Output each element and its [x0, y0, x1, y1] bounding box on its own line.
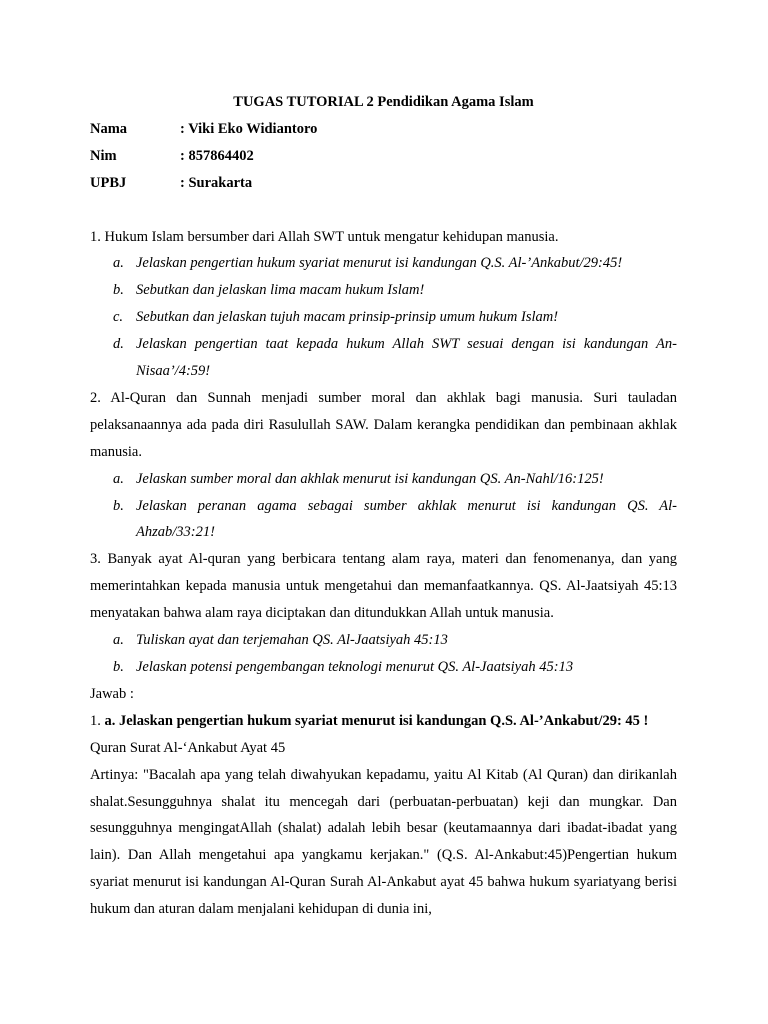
question-1-text: 1. Hukum Islam bersumber dari Allah SWT untuk mengatur kehidupan manusia.	[90, 228, 559, 245]
identity-row-nim	[90, 143, 677, 170]
question-1-item-c	[90, 304, 677, 331]
item-text: Jelaskan pengertian taat kepada hukum Allah SWT sesuai dengan isi kandungan An-Nisaa’/4:59!	[136, 336, 677, 380]
item-text: Jelaskan sumber moral dan akhlak menurut isi kandungan QS. An-Nahl/16:125!	[136, 470, 604, 487]
document-content	[90, 89, 677, 923]
question-2-item-a	[90, 466, 677, 493]
spacer	[90, 197, 677, 224]
question-3-item-b	[90, 654, 677, 681]
item-text: Jelaskan pengertian hukum syariat menurut isi kandungan Q.S. Al-’Ankabut/29:45!	[136, 255, 623, 272]
answer-heading	[90, 708, 677, 735]
item-text: Tuliskan ayat dan terjemahan QS. Al-Jaatsiyah 45:13	[136, 632, 448, 649]
item-text: Jelaskan peranan agama sebagai sumber akhlak menurut isi kandungan QS. Al-Ahzab/33:21!	[136, 497, 677, 541]
identity-row-upbj	[90, 170, 677, 197]
question-1-item-b	[90, 277, 677, 304]
answer-body: Artinya: "Bacalah apa yang telah diwahyukan kepadamu, yaitu Al Kitab (Al Quran) dan dirikanlah shalat.Sesungguhnya shalat itu mencegah dari (perbuatan-perbuatan) keji dan mungkar. Dan sesungguhnya mengingatAllah (shalat) adalah lebih besar (keutamaannya dari ibadat-ibadat yang lain). Dan Allah mengetahui apa yangkamu kerjakan." (Q.S. Al-Ankabut:45)Pengertian hukum syariat menurut isi kandungan Al-Quran Surah Al-Ankabut ayat 45 bahwa hukum syariatyang berisi hukum dan aturan dalam menjalani kehidupan di dunia ini,	[90, 766, 677, 918]
answer-heading-number: 1.	[90, 712, 105, 729]
identity-label: UPBJ	[90, 174, 127, 191]
item-marker: a.	[113, 255, 124, 272]
question-3-item-a	[90, 627, 677, 654]
item-marker: d.	[113, 336, 124, 353]
identity-label: Nim	[90, 147, 117, 164]
answer-heading-text: a. Jelaskan pengertian hukum syariat menurut isi kandungan Q.S. Al-’Ankabut/29: 45 !	[104, 712, 649, 729]
item-marker: b.	[113, 659, 124, 676]
identity-value: : 857864402	[180, 147, 254, 164]
identity-value: : Viki Eko Widiantoro	[180, 120, 318, 137]
item-marker: a.	[113, 632, 124, 649]
item-marker: b.	[113, 282, 124, 299]
item-text: Sebutkan dan jelaskan lima macam hukum Islam!	[136, 282, 425, 299]
document-title: TUGAS TUTORIAL 2 Pendidikan Agama Islam	[233, 94, 534, 110]
item-marker: c.	[113, 309, 124, 326]
item-marker: b.	[113, 497, 124, 514]
item-marker: a.	[113, 470, 124, 487]
question-1-item-a	[90, 250, 677, 277]
answer-label: Jawab :	[90, 685, 134, 702]
item-text: Sebutkan dan jelaskan tujuh macam prinsip-prinsip umum hukum Islam!	[136, 309, 559, 326]
question-3-text: 3. Banyak ayat Al-quran yang berbicara tentang alam raya, materi dan fenomenanya, dan yang memerintahkan kepada manusia untuk mengetahui dan memanfaatkannya. QS. Al-Jaatsiyah 45:13 menyatakan bahwa alam raya diciptakan dan ditundukkan Allah untuk manusia.	[90, 551, 677, 622]
question-1-item-d	[90, 331, 677, 385]
item-text: Jelaskan potensi pengembangan teknologi menurut QS. Al-Jaatsiyah 45:13	[136, 659, 574, 676]
answer-surah: Quran Surat Al-‘Ankabut Ayat 45	[90, 739, 286, 756]
identity-label: Nama	[90, 120, 128, 137]
question-2-item-b	[90, 493, 677, 547]
identity-row-nama	[90, 116, 677, 143]
question-2-text: 2. Al-Quran dan Sunnah menjadi sumber moral dan akhlak bagi manusia. Suri tauladan pelaksanaannya ada pada diri Rasulullah SAW. Dalam kerangka pendidikan dan pembinaan akhlak manusia.	[90, 389, 677, 460]
identity-value: : Surakarta	[180, 174, 253, 191]
